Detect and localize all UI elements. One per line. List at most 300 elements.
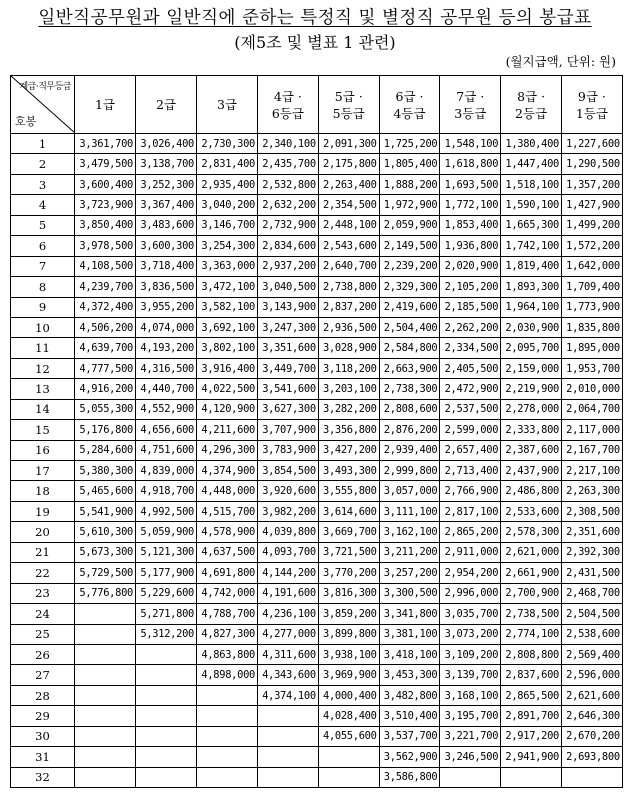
salary-cell: 4,639,700 xyxy=(75,338,136,358)
salary-cell: 3,282,200 xyxy=(318,399,379,419)
table-row xyxy=(11,501,623,521)
salary-cell: 3,978,500 xyxy=(75,236,136,256)
salary-cell xyxy=(75,644,136,664)
step-cell: 2 xyxy=(11,154,75,174)
salary-cell: 2,640,700 xyxy=(318,256,379,276)
grade-header-cell xyxy=(136,76,197,134)
grade-header-cell xyxy=(75,76,136,134)
salary-cell: 2,663,900 xyxy=(379,358,440,378)
salary-cell: 3,721,500 xyxy=(318,542,379,562)
salary-cell: 4,374,900 xyxy=(197,461,258,481)
salary-cell: 3,221,700 xyxy=(440,726,501,746)
salary-cell: 2,329,300 xyxy=(379,277,440,297)
table-row xyxy=(11,563,623,583)
salary-cell: 2,333,800 xyxy=(501,420,562,440)
table-row xyxy=(11,665,623,685)
salary-cell: 2,865,500 xyxy=(501,685,562,705)
salary-cell: 4,311,600 xyxy=(258,644,319,664)
salary-cell: 3,692,100 xyxy=(197,317,258,337)
salary-cell: 4,578,900 xyxy=(197,522,258,542)
salary-cell xyxy=(318,767,379,787)
salary-cell: 4,193,200 xyxy=(136,338,197,358)
salary-cell: 4,918,700 xyxy=(136,481,197,501)
table-row xyxy=(11,624,623,644)
salary-cell: 3,449,700 xyxy=(258,358,319,378)
salary-cell: 3,562,900 xyxy=(379,747,440,767)
step-cell: 19 xyxy=(11,501,75,521)
salary-cell: 2,596,000 xyxy=(561,665,622,685)
salary-cell: 5,055,300 xyxy=(75,399,136,419)
salary-cell xyxy=(75,767,136,787)
salary-cell: 2,010,000 xyxy=(561,379,622,399)
salary-cell: 2,278,000 xyxy=(501,399,562,419)
salary-cell: 2,020,900 xyxy=(440,256,501,276)
step-cell: 26 xyxy=(11,644,75,664)
page-title: 일반직공무원과 일반직에 준하는 특정직 및 별정직 공무원 등의 봉급표 xyxy=(38,8,592,28)
grade-header-line: 4등급 xyxy=(393,105,426,121)
step-cell: 9 xyxy=(11,297,75,317)
table-row xyxy=(11,358,623,378)
table-row xyxy=(11,542,623,562)
header-row xyxy=(11,76,623,134)
salary-cell: 3,614,600 xyxy=(318,501,379,521)
salary-cell: 5,312,200 xyxy=(136,624,197,644)
salary-cell: 5,121,300 xyxy=(136,542,197,562)
salary-cell: 2,876,200 xyxy=(379,420,440,440)
salary-cell xyxy=(75,624,136,644)
salary-cell: 4,239,700 xyxy=(75,277,136,297)
salary-cell xyxy=(258,747,319,767)
corner-header-cell xyxy=(11,76,75,134)
table-row xyxy=(11,215,623,235)
table-row xyxy=(11,277,623,297)
salary-cell: 3,252,300 xyxy=(136,174,197,194)
salary-cell: 4,093,700 xyxy=(258,542,319,562)
salary-cell: 5,610,300 xyxy=(75,522,136,542)
salary-cell: 4,000,400 xyxy=(318,685,379,705)
step-cell: 5 xyxy=(11,215,75,235)
salary-cell: 2,117,000 xyxy=(561,420,622,440)
table-row xyxy=(11,256,623,276)
salary-cell: 2,431,500 xyxy=(561,563,622,583)
salary-cell xyxy=(75,726,136,746)
salary-cell: 4,916,200 xyxy=(75,379,136,399)
salary-cell: 1,227,600 xyxy=(561,134,622,154)
table-row xyxy=(11,706,623,726)
table-row xyxy=(11,747,623,767)
step-cell: 21 xyxy=(11,542,75,562)
salary-cell: 4,898,000 xyxy=(197,665,258,685)
salary-cell: 3,146,700 xyxy=(197,215,258,235)
salary-cell: 3,356,800 xyxy=(318,420,379,440)
unit-note: (월지급액, 단위: 원) xyxy=(505,54,616,69)
salary-cell: 3,669,700 xyxy=(318,522,379,542)
salary-cell: 5,465,600 xyxy=(75,481,136,501)
salary-cell: 1,819,400 xyxy=(501,256,562,276)
salary-cell: 1,447,400 xyxy=(501,154,562,174)
salary-cell xyxy=(501,767,562,787)
salary-cell: 3,770,200 xyxy=(318,563,379,583)
salary-cell: 5,541,900 xyxy=(75,501,136,521)
salary-cell: 5,729,500 xyxy=(75,563,136,583)
salary-cell: 2,435,700 xyxy=(258,154,319,174)
step-cell: 6 xyxy=(11,236,75,256)
salary-cell: 1,835,800 xyxy=(561,317,622,337)
salary-cell: 2,621,600 xyxy=(561,685,622,705)
salary-cell: 3,916,400 xyxy=(197,358,258,378)
salary-cell: 2,646,300 xyxy=(561,706,622,726)
salary-cell: 2,486,800 xyxy=(501,481,562,501)
salary-cell: 4,343,600 xyxy=(258,665,319,685)
salary-cell: 4,777,500 xyxy=(75,358,136,378)
table-row xyxy=(11,399,623,419)
salary-cell: 3,472,100 xyxy=(197,277,258,297)
salary-cell: 2,448,100 xyxy=(318,215,379,235)
grade-header-cell xyxy=(318,76,379,134)
salary-cell: 1,888,200 xyxy=(379,174,440,194)
salary-cell: 3,109,200 xyxy=(440,644,501,664)
salary-cell: 2,543,600 xyxy=(318,236,379,256)
salary-cell: 3,143,900 xyxy=(258,297,319,317)
salary-cell: 5,229,600 xyxy=(136,583,197,603)
salary-cell: 5,380,300 xyxy=(75,461,136,481)
salary-cell: 2,095,700 xyxy=(501,338,562,358)
grade-header-line: 4급 · xyxy=(273,88,302,104)
salary-cell xyxy=(136,644,197,664)
salary-cell: 2,999,800 xyxy=(379,461,440,481)
salary-cell: 2,865,200 xyxy=(440,522,501,542)
salary-cell: 2,405,500 xyxy=(440,358,501,378)
grade-header-cell xyxy=(561,76,622,134)
salary-cell: 2,808,600 xyxy=(379,399,440,419)
salary-cell: 3,246,500 xyxy=(440,747,501,767)
salary-cell: 2,808,800 xyxy=(501,644,562,664)
salary-cell: 3,257,200 xyxy=(379,563,440,583)
table-row xyxy=(11,134,623,154)
salary-cell: 3,899,800 xyxy=(318,624,379,644)
salary-cell: 3,381,100 xyxy=(379,624,440,644)
salary-cell: 2,738,800 xyxy=(318,277,379,297)
salary-cell: 1,895,000 xyxy=(561,338,622,358)
salary-cell: 3,351,600 xyxy=(258,338,319,358)
salary-cell: 1,853,400 xyxy=(440,215,501,235)
salary-cell: 2,219,900 xyxy=(501,379,562,399)
salary-cell: 3,453,300 xyxy=(379,665,440,685)
salary-cell: 2,537,500 xyxy=(440,399,501,419)
grade-header-cell xyxy=(379,76,440,134)
grade-header-line: 2등급 xyxy=(515,105,548,121)
salary-cell: 2,774,100 xyxy=(501,624,562,644)
step-cell: 25 xyxy=(11,624,75,644)
salary-cell: 2,532,800 xyxy=(258,174,319,194)
step-cell: 18 xyxy=(11,481,75,501)
salary-cell: 1,725,200 xyxy=(379,134,440,154)
salary-cell: 1,642,000 xyxy=(561,256,622,276)
salary-cell: 4,637,500 xyxy=(197,542,258,562)
salary-cell: 2,837,200 xyxy=(318,297,379,317)
salary-cell: 4,120,900 xyxy=(197,399,258,419)
salary-cell: 2,937,200 xyxy=(258,256,319,276)
salary-cell: 4,788,700 xyxy=(197,604,258,624)
table-row xyxy=(11,379,623,399)
table-row xyxy=(11,726,623,746)
salary-cell: 2,935,400 xyxy=(197,174,258,194)
salary-cell: 3,195,700 xyxy=(440,706,501,726)
step-cell: 13 xyxy=(11,379,75,399)
grade-header-line: 3등급 xyxy=(454,105,487,121)
salary-cell: 1,357,200 xyxy=(561,174,622,194)
salary-cell: 3,118,200 xyxy=(318,358,379,378)
salary-cell: 2,621,000 xyxy=(501,542,562,562)
salary-cell: 2,105,200 xyxy=(440,277,501,297)
salary-cell: 3,582,100 xyxy=(197,297,258,317)
salary-cell: 2,693,800 xyxy=(561,747,622,767)
salary-cell: 2,730,300 xyxy=(197,134,258,154)
grade-header-line: 6급 · xyxy=(395,88,424,104)
table-row xyxy=(11,481,623,501)
grade-header-line: 7급 · xyxy=(456,88,485,104)
salary-cell: 3,627,300 xyxy=(258,399,319,419)
salary-cell: 1,953,700 xyxy=(561,358,622,378)
salary-cell: 2,533,600 xyxy=(501,501,562,521)
salary-cell: 3,367,400 xyxy=(136,195,197,215)
salary-cell: 2,670,200 xyxy=(561,726,622,746)
salary-cell: 4,827,300 xyxy=(197,624,258,644)
grade-header-cell xyxy=(197,76,258,134)
step-cell: 27 xyxy=(11,665,75,685)
salary-cell: 3,040,500 xyxy=(258,277,319,297)
step-cell: 1 xyxy=(11,134,75,154)
salary-cell xyxy=(258,767,319,787)
salary-cell: 2,911,000 xyxy=(440,542,501,562)
salary-cell: 2,263,400 xyxy=(318,174,379,194)
salary-cell: 2,167,700 xyxy=(561,440,622,460)
salary-cell: 4,656,600 xyxy=(136,420,197,440)
table-row xyxy=(11,195,623,215)
salary-cell: 1,893,300 xyxy=(501,277,562,297)
salary-cell: 2,939,400 xyxy=(379,440,440,460)
table-row xyxy=(11,174,623,194)
salary-cell: 1,618,800 xyxy=(440,154,501,174)
salary-cell: 2,064,700 xyxy=(561,399,622,419)
grade-header-line: 1급 xyxy=(94,97,116,112)
salary-cell: 3,057,000 xyxy=(379,481,440,501)
salary-cell: 4,374,100 xyxy=(258,685,319,705)
salary-cell: 5,059,900 xyxy=(136,522,197,542)
step-cell: 29 xyxy=(11,706,75,726)
step-cell: 8 xyxy=(11,277,75,297)
salary-cell: 3,483,600 xyxy=(136,215,197,235)
corner-grade-label: 계급·직무등급 xyxy=(19,82,71,92)
page-subtitle: (제5조 및 별표 1 관련) xyxy=(234,33,396,52)
salary-cell: 2,941,900 xyxy=(501,747,562,767)
salary-cell: 2,159,000 xyxy=(501,358,562,378)
salary-cell: 2,632,200 xyxy=(258,195,319,215)
table-row xyxy=(11,461,623,481)
salary-cell xyxy=(136,665,197,685)
salary-cell: 3,783,900 xyxy=(258,440,319,460)
salary-cell: 2,262,200 xyxy=(440,317,501,337)
salary-cell xyxy=(197,767,258,787)
step-cell: 16 xyxy=(11,440,75,460)
salary-cell: 2,185,500 xyxy=(440,297,501,317)
salary-cell: 2,713,400 xyxy=(440,461,501,481)
salary-cell: 1,972,900 xyxy=(379,195,440,215)
grade-header-cell xyxy=(501,76,562,134)
step-cell: 31 xyxy=(11,747,75,767)
salary-cell: 5,776,800 xyxy=(75,583,136,603)
salary-cell: 3,139,700 xyxy=(440,665,501,685)
salary-cell: 2,917,200 xyxy=(501,726,562,746)
salary-cell: 4,055,600 xyxy=(318,726,379,746)
salary-cell: 3,493,300 xyxy=(318,461,379,481)
table-row xyxy=(11,522,623,542)
grade-header-line: 1등급 xyxy=(575,105,608,121)
salary-cell xyxy=(75,685,136,705)
salary-cell: 2,392,300 xyxy=(561,542,622,562)
salary-cell xyxy=(136,747,197,767)
salary-cell: 2,340,100 xyxy=(258,134,319,154)
grade-header-line: 3급 xyxy=(216,97,238,112)
salary-cell: 1,805,400 xyxy=(379,154,440,174)
salary-cell: 2,578,300 xyxy=(501,522,562,542)
salary-cell: 3,138,700 xyxy=(136,154,197,174)
salary-cell: 2,334,500 xyxy=(440,338,501,358)
salary-cell: 4,108,500 xyxy=(75,256,136,276)
step-cell: 20 xyxy=(11,522,75,542)
salary-cell: 2,738,500 xyxy=(501,604,562,624)
grade-header-cell xyxy=(258,76,319,134)
salary-cell: 3,363,000 xyxy=(197,256,258,276)
salary-cell: 3,168,100 xyxy=(440,685,501,705)
salary-cell: 2,569,400 xyxy=(561,644,622,664)
salary-cell: 1,572,200 xyxy=(561,236,622,256)
salary-cell: 3,541,600 xyxy=(258,379,319,399)
salary-cell: 1,665,300 xyxy=(501,215,562,235)
salary-cell: 3,247,300 xyxy=(258,317,319,337)
salary-cell: 4,506,200 xyxy=(75,317,136,337)
table-row xyxy=(11,338,623,358)
step-cell: 28 xyxy=(11,685,75,705)
step-cell: 23 xyxy=(11,583,75,603)
salary-cell: 3,854,500 xyxy=(258,461,319,481)
salary-cell: 1,518,100 xyxy=(501,174,562,194)
grade-header-cell xyxy=(440,76,501,134)
salary-cell: 4,448,000 xyxy=(197,481,258,501)
salary-cell: 2,584,800 xyxy=(379,338,440,358)
salary-cell: 2,817,100 xyxy=(440,501,501,521)
corner-step-label: 호봉 xyxy=(15,115,37,128)
grade-header-line: 5등급 xyxy=(332,105,365,121)
salary-cell: 3,035,700 xyxy=(440,604,501,624)
salary-cell xyxy=(197,747,258,767)
salary-cell: 1,936,800 xyxy=(440,236,501,256)
salary-cell: 2,149,500 xyxy=(379,236,440,256)
salary-cell xyxy=(75,706,136,726)
salary-cell: 3,361,700 xyxy=(75,134,136,154)
step-cell: 32 xyxy=(11,767,75,787)
table-row xyxy=(11,604,623,624)
salary-cell: 4,863,800 xyxy=(197,644,258,664)
salary-cell: 4,039,800 xyxy=(258,522,319,542)
salary-cell: 5,673,300 xyxy=(75,542,136,562)
salary-cell: 4,022,500 xyxy=(197,379,258,399)
salary-cell xyxy=(561,767,622,787)
salary-cell: 1,499,200 xyxy=(561,215,622,235)
salary-cell xyxy=(440,767,501,787)
salary-cell: 2,263,300 xyxy=(561,481,622,501)
salary-cell xyxy=(197,726,258,746)
salary-cell: 2,538,600 xyxy=(561,624,622,644)
salary-cell xyxy=(136,726,197,746)
salary-cell: 4,296,300 xyxy=(197,440,258,460)
salary-cell: 4,440,700 xyxy=(136,379,197,399)
salary-cell: 2,837,600 xyxy=(501,665,562,685)
salary-cell: 2,387,600 xyxy=(501,440,562,460)
salary-cell: 2,308,500 xyxy=(561,501,622,521)
step-cell: 12 xyxy=(11,358,75,378)
salary-cell: 1,427,900 xyxy=(561,195,622,215)
table-row xyxy=(11,236,623,256)
salary-cell xyxy=(75,665,136,685)
salary-cell: 4,211,600 xyxy=(197,420,258,440)
salary-cell xyxy=(136,706,197,726)
salary-cell: 1,742,100 xyxy=(501,236,562,256)
salary-cell: 1,693,500 xyxy=(440,174,501,194)
salary-cell: 3,802,100 xyxy=(197,338,258,358)
salary-cell: 4,277,000 xyxy=(258,624,319,644)
salary-cell: 3,211,200 xyxy=(379,542,440,562)
salary-cell: 3,600,400 xyxy=(75,174,136,194)
salary-cell: 3,111,100 xyxy=(379,501,440,521)
salary-cell: 1,590,100 xyxy=(501,195,562,215)
salary-cell: 1,548,100 xyxy=(440,134,501,154)
grade-header-line: 6등급 xyxy=(271,105,304,121)
salary-cell: 4,144,200 xyxy=(258,563,319,583)
salary-cell: 2,657,400 xyxy=(440,440,501,460)
table-row xyxy=(11,297,623,317)
grade-header-line: 9급 · xyxy=(577,88,606,104)
salary-cell: 3,816,300 xyxy=(318,583,379,603)
salary-cell: 4,191,600 xyxy=(258,583,319,603)
salary-cell xyxy=(318,747,379,767)
table-row xyxy=(11,583,623,603)
salary-cell: 4,074,000 xyxy=(136,317,197,337)
salary-cell: 1,290,500 xyxy=(561,154,622,174)
salary-cell xyxy=(136,767,197,787)
salary-cell: 1,964,100 xyxy=(501,297,562,317)
salary-cell: 5,177,900 xyxy=(136,563,197,583)
salary-cell: 2,468,700 xyxy=(561,583,622,603)
salary-cell: 2,354,500 xyxy=(318,195,379,215)
salary-cell: 3,718,400 xyxy=(136,256,197,276)
salary-cell: 3,938,100 xyxy=(318,644,379,664)
salary-cell: 2,217,100 xyxy=(561,461,622,481)
salary-cell: 4,992,500 xyxy=(136,501,197,521)
step-cell: 30 xyxy=(11,726,75,746)
salary-cell: 1,709,400 xyxy=(561,277,622,297)
salary-cell: 3,341,800 xyxy=(379,604,440,624)
salary-cell: 3,162,100 xyxy=(379,522,440,542)
salary-cell xyxy=(258,706,319,726)
salary-cell: 3,510,400 xyxy=(379,706,440,726)
step-cell: 3 xyxy=(11,174,75,194)
table-row xyxy=(11,440,623,460)
salary-cell: 3,073,200 xyxy=(440,624,501,644)
step-cell: 7 xyxy=(11,256,75,276)
step-cell: 17 xyxy=(11,461,75,481)
salary-cell: 3,482,800 xyxy=(379,685,440,705)
